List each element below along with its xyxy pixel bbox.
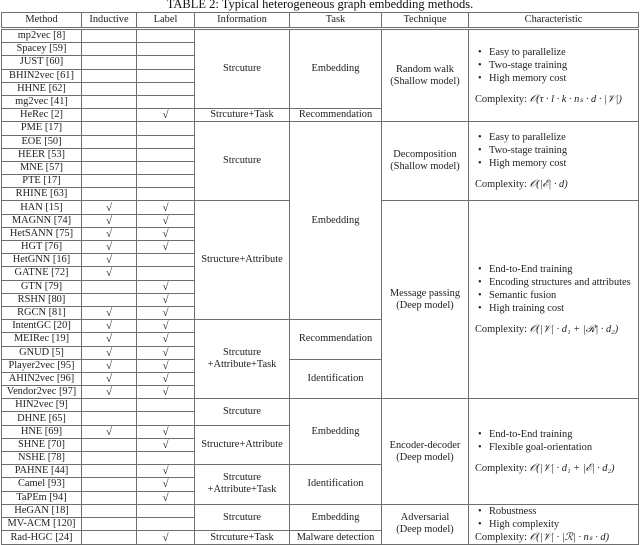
information-cell: Strcuture+Task <box>195 109 290 122</box>
characteristic-list <box>475 46 638 85</box>
technique-name: Decomposition <box>393 149 457 161</box>
method-cell: Rad-HGC [24] <box>2 531 82 544</box>
bullet-item: • End-to-End training <box>489 428 638 441</box>
method-cell: Spacey [59] <box>2 43 82 56</box>
bullet-item: • Flexible goal-orientation <box>489 441 638 454</box>
technique-name: Adversarial <box>400 512 450 524</box>
inductive-cell: √ <box>82 386 137 399</box>
header-technique: Technique <box>382 13 469 29</box>
technique-cell <box>382 399 469 505</box>
label-cell: √ <box>137 478 195 491</box>
complexity-label: Complexity: <box>475 93 527 105</box>
inductive-cell: √ <box>82 359 137 372</box>
bullet-item: • High complexity <box>489 518 638 531</box>
inductive-cell <box>82 109 137 122</box>
label-cell <box>137 188 195 201</box>
table-row <box>2 399 639 412</box>
information-line: +Attribute+Task <box>207 484 277 496</box>
label-cell <box>137 82 195 95</box>
method-cell: IntentGC [20] <box>2 320 82 333</box>
inductive-cell: √ <box>82 201 137 214</box>
method-cell: PAHNE [44] <box>2 465 82 478</box>
information-cell: Structure+Attribute <box>195 425 290 465</box>
characteristic-cell <box>469 29 639 122</box>
method-cell: Vendor2vec [97] <box>2 386 82 399</box>
information-cell: Strcuture <box>195 122 290 201</box>
label-cell <box>137 56 195 69</box>
inductive-cell <box>82 122 137 135</box>
label-cell: √ <box>137 306 195 319</box>
technique-type: (Shallow model) <box>390 75 460 87</box>
information-line: Strcuture <box>222 472 262 484</box>
characteristic-cell <box>469 122 639 201</box>
inductive-cell: √ <box>82 254 137 267</box>
label-cell <box>137 148 195 161</box>
task-cell: Recommendation <box>290 109 382 122</box>
inductive-cell: √ <box>82 372 137 385</box>
information-cell: Strcuture+Task <box>195 531 290 544</box>
label-cell <box>137 399 195 412</box>
technique-cell <box>382 504 469 544</box>
inductive-cell <box>82 412 137 425</box>
bullet-item: • Two-stage training <box>489 144 638 157</box>
method-cell: GTN [79] <box>2 280 82 293</box>
information-cell: Structure+Attribute <box>195 201 290 320</box>
technique-cell <box>382 201 469 399</box>
header-information: Information <box>195 13 290 29</box>
inductive-cell: √ <box>82 320 137 333</box>
label-cell: √ <box>137 280 195 293</box>
label-cell: √ <box>137 465 195 478</box>
method-cell: GNUD [5] <box>2 346 82 359</box>
label-cell: √ <box>137 109 195 122</box>
inductive-cell <box>82 504 137 517</box>
task-cell: Recommendation <box>290 320 382 360</box>
inductive-cell: √ <box>82 346 137 359</box>
technique-type: (Shallow model) <box>390 161 460 173</box>
bullet-item: • End-to-End training <box>489 263 638 276</box>
complexity <box>475 462 638 475</box>
complexity <box>475 323 638 336</box>
method-cell: JUST [60] <box>2 56 82 69</box>
inductive-cell: √ <box>82 227 137 240</box>
information-line: Strcuture <box>222 347 262 359</box>
method-cell: RSHN [80] <box>2 293 82 306</box>
characteristic-cell <box>469 504 639 544</box>
inductive-cell <box>82 293 137 306</box>
inductive-cell <box>82 95 137 108</box>
technique-name: Encoder-decoder <box>389 439 461 451</box>
inductive-cell: √ <box>82 241 137 254</box>
complexity-label: Complexity: <box>475 324 527 336</box>
task-cell: Identification <box>290 465 382 505</box>
method-cell: RGCN [81] <box>2 306 82 319</box>
method-cell: HAN [15] <box>2 201 82 214</box>
label-cell <box>137 69 195 82</box>
method-cell: DHNE [65] <box>2 412 82 425</box>
method-cell: HeGAN [18] <box>2 504 82 517</box>
label-cell: √ <box>137 201 195 214</box>
technique-cell <box>382 29 469 122</box>
inductive-cell <box>82 399 137 412</box>
label-cell: √ <box>137 346 195 359</box>
method-cell: Camel [93] <box>2 478 82 491</box>
inductive-cell <box>82 478 137 491</box>
label-cell <box>137 504 195 517</box>
information-cell <box>195 320 290 399</box>
method-cell: HIN2vec [9] <box>2 399 82 412</box>
method-cell: PME [17] <box>2 122 82 135</box>
header-inductive: Inductive <box>82 13 137 29</box>
method-cell: AHIN2vec [96] <box>2 372 82 385</box>
inductive-cell <box>82 531 137 544</box>
complexity-formula: 𝒪(|𝒱| · |ℛ| · nₛ · d) <box>529 531 610 543</box>
label-cell <box>137 122 195 135</box>
table-caption: TABLE 2: Typical heterogeneous graph embedding methods. <box>166 0 474 11</box>
method-cell: GATNE [72] <box>2 267 82 280</box>
method-cell: HHNE [62] <box>2 82 82 95</box>
label-cell: √ <box>137 293 195 306</box>
table-row <box>2 504 639 517</box>
method-cell: MEIRec [19] <box>2 333 82 346</box>
inductive-cell: √ <box>82 333 137 346</box>
method-cell: MV-ACM [120] <box>2 518 82 531</box>
bullet-item: • Two-stage training <box>489 59 638 72</box>
method-cell: SHNE [70] <box>2 438 82 451</box>
inductive-cell <box>82 175 137 188</box>
header-characteristic: Characteristic <box>469 13 639 29</box>
label-cell: √ <box>137 320 195 333</box>
bullet-item: • Easy to parallelize <box>489 46 638 59</box>
inductive-cell <box>82 465 137 478</box>
inductive-cell <box>82 280 137 293</box>
inductive-cell <box>82 491 137 504</box>
information-cell: Strcuture <box>195 504 290 531</box>
method-cell: HGT [76] <box>2 241 82 254</box>
bullet-item: • Encoding structures and attributes <box>489 276 638 289</box>
method-cell: HetGNN [16] <box>2 254 82 267</box>
inductive-cell <box>82 135 137 148</box>
method-cell: HNE [69] <box>2 425 82 438</box>
bullet-item: • Robustness <box>489 505 638 518</box>
label-cell: √ <box>137 372 195 385</box>
task-cell: Embedding <box>290 399 382 465</box>
inductive-cell <box>82 148 137 161</box>
complexity-label: Complexity: <box>475 531 527 543</box>
technique-cell <box>382 122 469 201</box>
complexity-formula: 𝒪(τ · l · k · nₛ · d · |𝒱|) <box>529 93 622 105</box>
label-cell: √ <box>137 425 195 438</box>
label-cell <box>137 29 195 43</box>
label-cell <box>137 452 195 465</box>
inductive-cell: √ <box>82 214 137 227</box>
technique-type: (Deep model) <box>396 299 454 311</box>
inductive-cell <box>82 518 137 531</box>
label-cell: √ <box>137 241 195 254</box>
complexity <box>475 178 638 191</box>
inductive-cell <box>82 452 137 465</box>
information-cell <box>195 465 290 505</box>
label-cell <box>137 161 195 174</box>
method-cell: TaPEm [94] <box>2 491 82 504</box>
complexity-label: Complexity: <box>475 463 527 474</box>
table-row <box>2 29 639 43</box>
inductive-cell <box>82 29 137 43</box>
method-cell: PTE [17] <box>2 175 82 188</box>
inductive-cell: √ <box>82 267 137 280</box>
complexity <box>475 93 638 106</box>
task-cell: Embedding <box>290 29 382 109</box>
label-cell <box>137 412 195 425</box>
task-cell: Identification <box>290 359 382 399</box>
method-cell: MAGNN [74] <box>2 214 82 227</box>
inductive-cell <box>82 82 137 95</box>
method-cell: MNE [57] <box>2 161 82 174</box>
complexity-formula: 𝒪(|ℰ| · d) <box>529 179 568 191</box>
method-cell: mg2vec [41] <box>2 95 82 108</box>
inductive-cell <box>82 56 137 69</box>
method-cell: HeRec [2] <box>2 109 82 122</box>
label-cell <box>137 43 195 56</box>
method-cell: NSHE [78] <box>2 452 82 465</box>
technique-name: Random walk <box>395 63 454 75</box>
label-cell: √ <box>137 333 195 346</box>
method-cell: mp2vec [8] <box>2 29 82 43</box>
methods-table <box>1 12 639 545</box>
label-cell <box>137 135 195 148</box>
bullet-item: • High training cost <box>489 302 638 315</box>
inductive-cell <box>82 161 137 174</box>
label-cell <box>137 175 195 188</box>
characteristic-list <box>475 131 638 170</box>
bullet-item: • High memory cost <box>489 157 638 170</box>
information-line: +Attribute+Task <box>207 359 277 371</box>
inductive-cell <box>82 69 137 82</box>
bullet-item: • High memory cost <box>489 72 638 85</box>
label-cell <box>137 95 195 108</box>
label-cell: √ <box>137 438 195 451</box>
header-row <box>2 13 639 29</box>
header-task: Task <box>290 13 382 29</box>
characteristic-cell <box>469 201 639 399</box>
complexity <box>475 531 638 544</box>
inductive-cell <box>82 188 137 201</box>
information-cell: Strcuture <box>195 29 290 109</box>
bullet-item: • Semantic fusion <box>489 289 638 302</box>
method-cell: HetSANN [75] <box>2 227 82 240</box>
technique-name: Message passing <box>389 287 461 299</box>
task-cell: Embedding <box>290 504 382 531</box>
label-cell <box>137 518 195 531</box>
complexity-formula: 𝒪(|𝒱| · d₁ + |ℛ| · d₂) <box>529 324 619 336</box>
characteristic-list <box>475 263 638 315</box>
header-method: Method <box>2 13 82 29</box>
inductive-cell <box>82 438 137 451</box>
complexity-formula: 𝒪(|𝒱| · d₁ + |ℰ| · d₂) <box>529 463 615 474</box>
method-cell: EOE [50] <box>2 135 82 148</box>
characteristic-cell <box>469 399 639 505</box>
technique-type: (Deep model) <box>396 451 454 463</box>
complexity-label: Complexity: <box>475 179 527 191</box>
task-cell: Malware detection <box>290 531 382 544</box>
inductive-cell <box>82 43 137 56</box>
method-cell: RHINE [63] <box>2 188 82 201</box>
label-cell: √ <box>137 359 195 372</box>
technique-type: (Deep model) <box>396 524 454 536</box>
label-cell: √ <box>137 386 195 399</box>
characteristic-list <box>475 428 638 454</box>
information-cell: Strcuture <box>195 399 290 425</box>
label-cell: √ <box>137 214 195 227</box>
header-label: Label <box>137 13 195 29</box>
task-cell: Embedding <box>290 122 382 320</box>
label-cell <box>137 267 195 280</box>
inductive-cell: √ <box>82 425 137 438</box>
method-cell: Player2vec [95] <box>2 359 82 372</box>
label-cell <box>137 254 195 267</box>
method-cell: HEER [53] <box>2 148 82 161</box>
table-row <box>2 122 639 135</box>
label-cell: √ <box>137 531 195 544</box>
bullet-item: • Easy to parallelize <box>489 131 638 144</box>
label-cell: √ <box>137 227 195 240</box>
method-cell: BHIN2vec [61] <box>2 69 82 82</box>
label-cell: √ <box>137 491 195 504</box>
characteristic-list <box>475 505 638 531</box>
inductive-cell: √ <box>82 306 137 319</box>
